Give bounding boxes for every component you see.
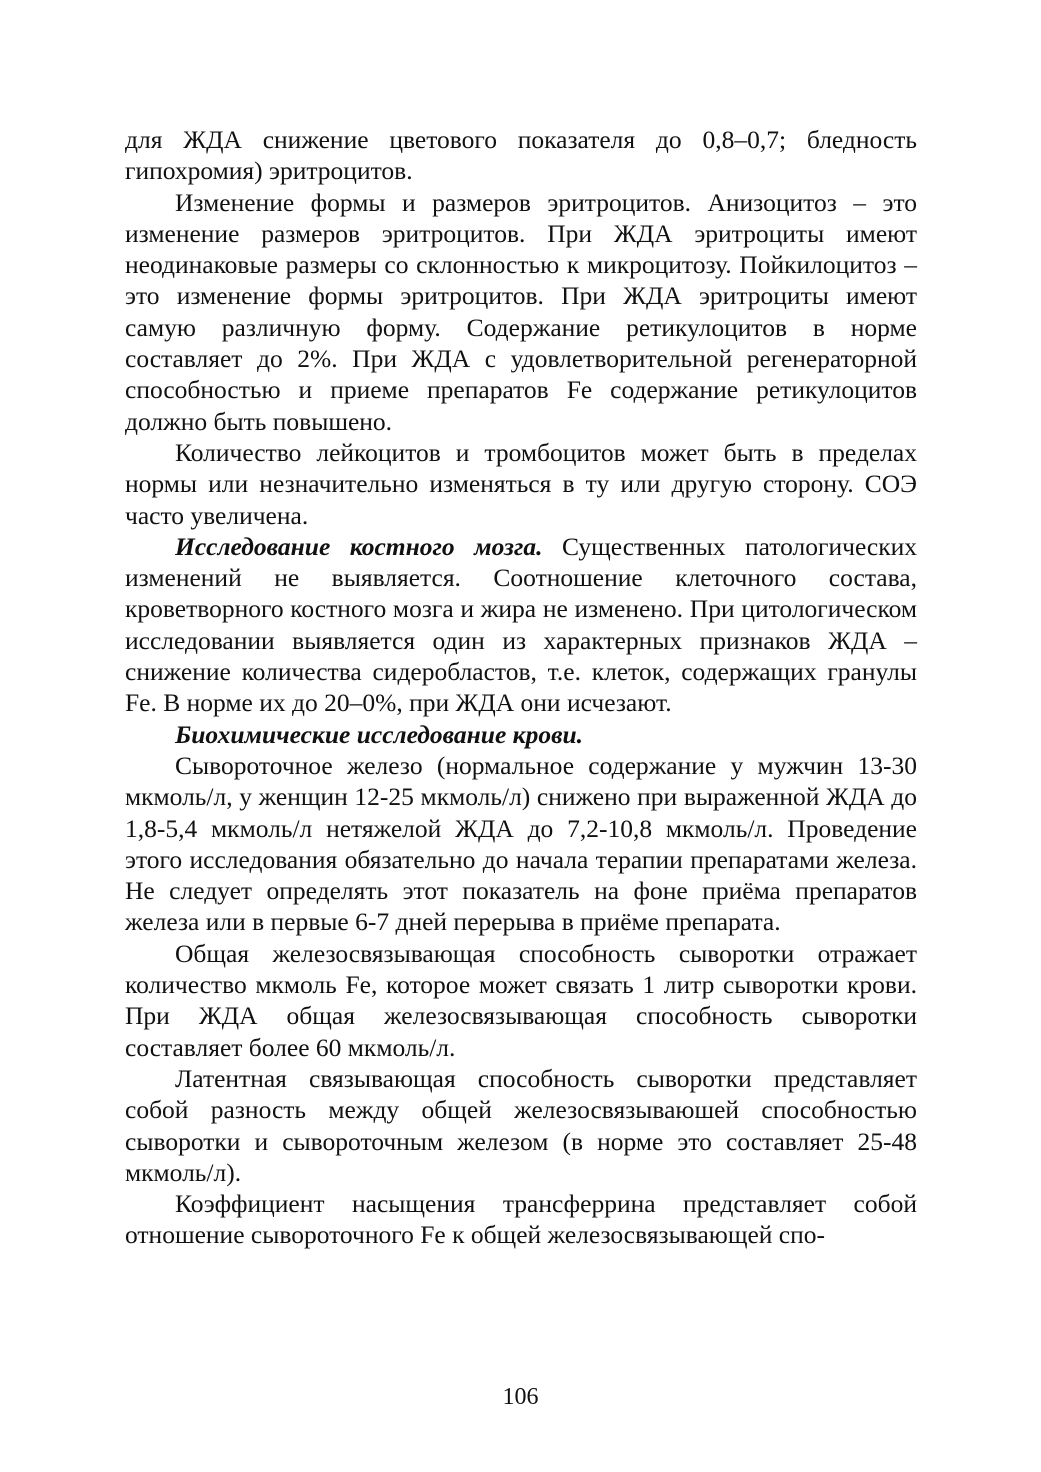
paragraph-leukocytes: Количество лейкоцитов и тромбоцитов может быть в пределах нормы или незначительно изменяться в ту или другую сторону. СОЭ часто увеличена. [125,437,917,530]
bone-marrow-text: Существенных патологических изменений не выявляется. Соотношение клеточного состава, кроветворного костного мозга и жира не изменено. При цитологическом исследовании выявляется один из характерных признаков ЖДА – снижение количества сидеробластов, т.е. клеток, содержащих гранулы Fe. В норме их до 20–0%, при ЖДА они исчезают. [125,531,918,718]
paragraph-bone-marrow [125,531,917,719]
paragraph-serum-iron: Сывороточное железо (нормальное содержание у мужчин 13-30 мкмоль/л, у женщин 12-25 мкмоль/л) снижено при выраженной ЖДА до 1,8-5,4 мкмоль/л нетяжелой ЖДА до 7,2-10,8 мкмоль/л. Проведение этого исследования обязательно до начала терапии препаратами железа. Не следует определять этот показатель на фоне приёма препаратов железа или в первые 6-7 дней перерыва в приёме препарата. [125,750,917,937]
paragraph-erythrocyte-shape: Изменение формы и размеров эритроцитов. Анизоцитоз – это изменение размеров эритроцитов. При ЖДА эритроциты имеют неодинаковые размеры со склонностью к микроцитозу. Пойкилоцитоз – это изменение формы эритроцитов. При ЖДА эритроциты имеют самую различную форму. Содержание ретикулоцитов в норме составляет до 2%. При ЖДА с удовлетворительной регенераторной способностью и приеме препаратов Fe содержание ретикулоцитов должно быть повышено. [125,187,917,436]
paragraph-biochemistry-heading [125,719,917,750]
bone-marrow-heading: Исследование костного мозга. [175,531,543,561]
paragraph-latent-binding-capacity: Латентная связывающая способность сыворотки представляет собой разность между общей железосвязываюшей способностью сыворотки и сывороточным железом (в норме это составляет 25-48 мкмоль/л). [125,1063,917,1187]
page-number: 106 [502,1384,539,1410]
paragraph-continuation: для ЖДА снижение цветового показателя до 0,8–0,7; бледность гипохромия) эритроцитов. [125,125,917,186]
biochemistry-heading: Биохимические исследование крови. [175,719,584,749]
paragraph-transferrin-saturation: Коэффициент насыщения трансферрина представляет собой отношение сывороточного Fe к общей железосвязывающей спо- [125,1189,917,1250]
paragraph-total-binding-capacity: Общая железосвязывающая способность сыворотки отражает количество мкмоль Fe, которое может связать 1 литр сыворотки крови. При ЖДА общая железосвязывающая способность сыворотки составляет более 60 мкмоль/л. [125,938,917,1062]
page-body [125,124,917,1251]
